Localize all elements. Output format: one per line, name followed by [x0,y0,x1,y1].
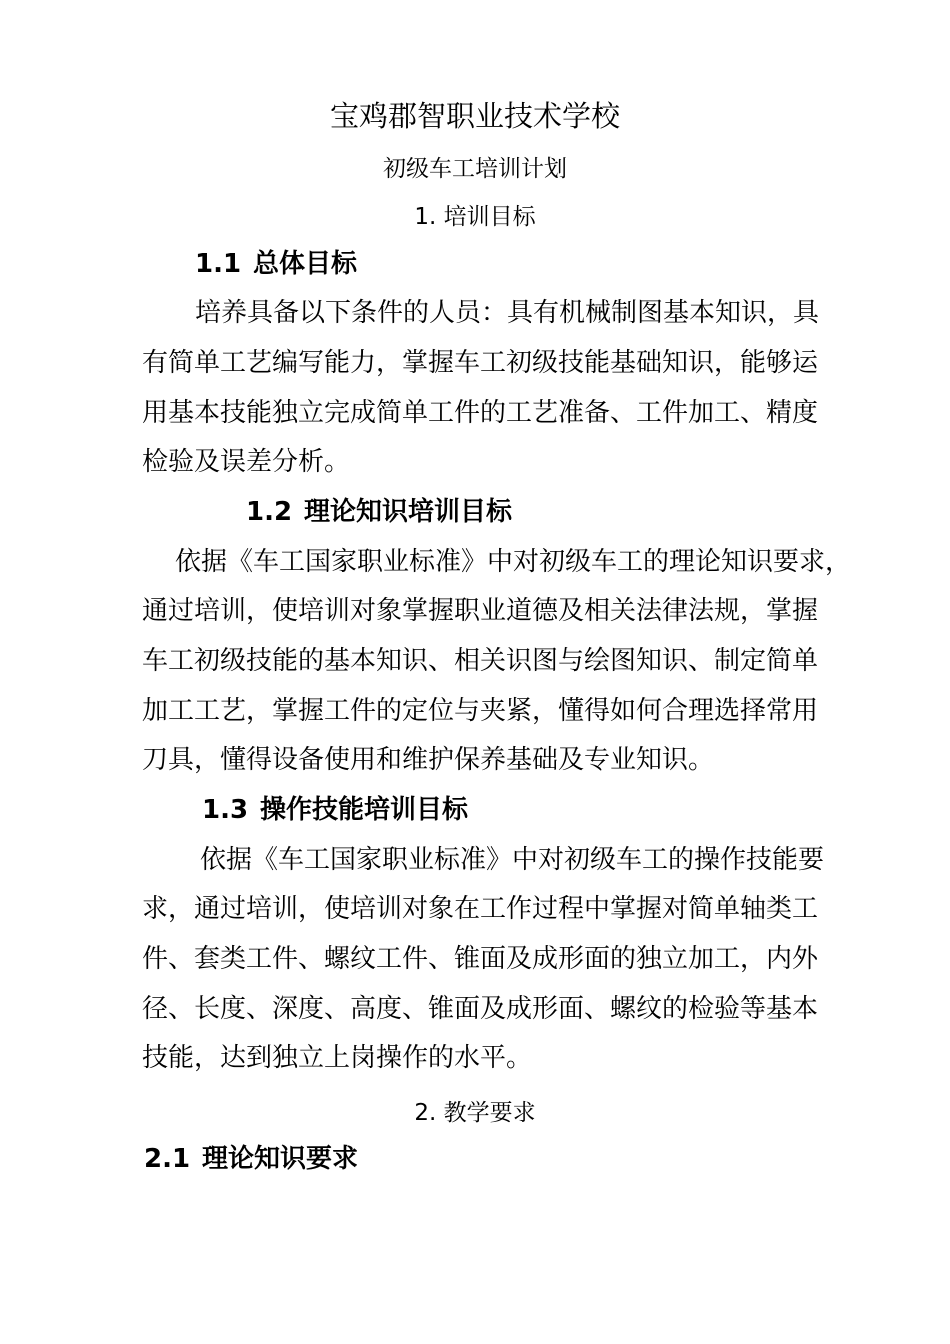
section-1-heading: 1. 培训目标 [414,204,536,230]
paragraph-line: 车工初级技能的基本知识、相关识图与绘图知识、制定简单 [142,646,819,676]
subsection-1-1-heading [195,239,863,289]
subsection-number: 2.1 [144,1144,191,1174]
paragraph-line: 技能，达到独立上岗操作的水平。 [142,1043,533,1073]
paragraph-line: 径、长度、深度、高度、锥面及成形面、螺纹的检验等基本 [142,994,819,1024]
school-title: 宝鸡郡智职业技术学校 [329,99,620,133]
subsection-title: 操作技能培训目标 [260,795,469,825]
subsection-number: 1.1 [195,249,242,279]
paragraph-line: 件、套类工件、螺纹工件、锥面及成形面的独立加工，内外 [142,944,819,974]
subsection-title: 总体目标 [253,249,358,279]
subsection-1-2-heading [246,487,914,537]
section-2-heading: 2. 教学要求 [414,1100,536,1126]
plan-title: 初级车工培训计划 [383,156,567,182]
subsection-title: 理论知识要求 [202,1144,359,1174]
paragraph-line: 通过培训，使培训对象掌握职业道德及相关法律法规，掌握 [142,596,819,626]
subsection-number: 1.2 [246,497,293,527]
paragraph-line: 求，通过培训，使培训对象在工作过程中掌握对简单轴类工 [142,894,819,924]
paragraph-line: 培养具备以下条件的人员：具有机械制图基本知识，具 [195,298,820,328]
paragraph-line: 刀具，懂得设备使用和维护保养基础及专业知识。 [142,745,715,775]
paragraph-line: 检验及误差分析。 [142,447,351,477]
subsection-2-1-heading [144,1134,812,1184]
subsection-number: 1.3 [202,795,249,825]
paragraph-line: 用基本技能独立完成简单工件的工艺准备、工件加工、精度 [142,398,819,428]
paragraph-line: 有简单工艺编写能力，掌握车工初级技能基础知识，能够运 [142,348,819,378]
paragraph-line: 加工工艺，掌握工件的定位与夹紧，懂得如何合理选择常用 [142,696,819,726]
subsection-1-3-heading [202,785,870,835]
paragraph-line: 依据《车工国家职业标准》中对初级车工的理论知识要求， [175,547,852,577]
subsection-title: 理论知识培训目标 [304,497,513,527]
paragraph-line: 依据《车工国家职业标准》中对初级车工的操作技能要 [200,845,825,875]
